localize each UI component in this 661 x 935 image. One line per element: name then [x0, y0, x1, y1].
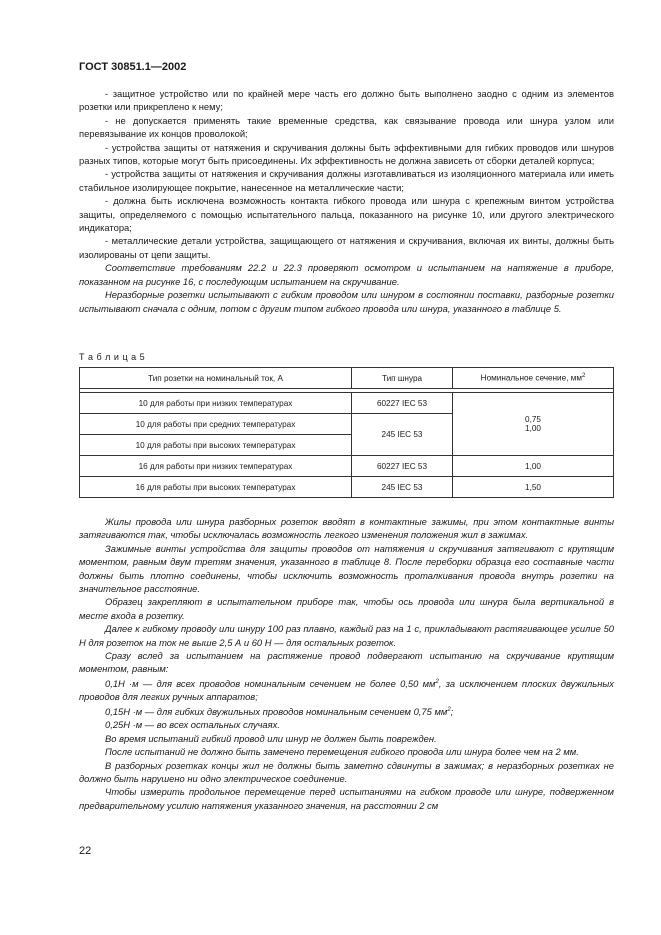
cell-section-value: 1,00 — [525, 424, 541, 433]
table-header-row — [80, 368, 614, 389]
cell-socket: 10 для работы при низких температурах — [80, 393, 352, 414]
cell-socket: 16 для работы при низких температурах — [80, 456, 352, 477]
torque-text: — для всех проводов номинальным сечением не более 0,50 мм — [138, 678, 436, 689]
cell-section: 1,50 — [453, 477, 614, 498]
cell-socket: 10 для работы при средних температурах — [80, 414, 352, 435]
torque-value: 0,15Н ·м — [105, 705, 143, 717]
header-socket-type: Тип розетки на номинальный ток, А — [80, 368, 352, 389]
torque-item — [79, 718, 614, 731]
header-cord-type: Тип шнура — [352, 368, 453, 389]
torque-tail: ; — [450, 705, 454, 717]
cell-section-value: 0,75 — [525, 415, 541, 424]
paragraph: - устройства защиты от натяжения и скручивания должны изготавливаться из изоляционного материала или иметь стабильное изолирующее покрытие, нанесенное на металлические части; — [79, 168, 614, 193]
torque-text: — во всех остальных случаях. — [142, 719, 280, 731]
torque-tail: , за исключением плоских двужильных проводов для легких ручных аппаратов; — [79, 678, 614, 703]
cell-socket: 16 для работы при высоких температурах — [80, 477, 352, 498]
torque-value: 0,25Н ·м — [105, 719, 143, 731]
paragraph: - защитное устройство или по крайней мере часть его должно быть выполнено заодно с одним из элементов розетки или прикреплено к нему; — [79, 88, 614, 113]
table-row — [80, 456, 614, 477]
table-5 — [79, 367, 614, 498]
paragraph: Сразу вслед за испытанием на растяжение провод подвергают испытанию на скручивание крутящим моментом, равным: — [79, 650, 614, 675]
cell-socket: 10 для работы при высоких температурах — [80, 435, 352, 456]
torque-sup: 2 — [435, 678, 439, 685]
paragraph: В разборных розетках концы жил не должны быть заметно сдвинуты в зажимах; в неразборных розетках не должно быть нарушено ни одно электрическое соединение. — [79, 759, 614, 784]
cell-section: 1,00 — [453, 456, 614, 477]
torque-text: — для гибких двужильных проводов номинальным сечением 0,75 мм — [142, 705, 448, 717]
table-row — [80, 477, 614, 498]
paragraph: - металлические детали устройства, защищающего от натяжения и скручивания, включая их винты, должны быть изолированы от цепи защиты. — [79, 235, 614, 260]
body-text-top — [79, 87, 614, 315]
cell-cord: 245 IEC 53 — [352, 477, 453, 498]
paragraph: - должна быть исключена возможность контакта гибкого провода или шнура с крепежным винтом устройства защиты, определяемого с помощью испытательного пальца, показанного на рисунке 10, или другого электрического индикатора; — [79, 195, 614, 234]
paragraph: Далее к гибкому проводу или шнуру 100 раз плавно, каждый раз на 1 с, прикладывают растягивающее усилие 50 Н для розеток на ток не выше 2,5 А и 60 Н — для остальных розеток. — [79, 623, 614, 648]
table-caption: Т а б л и ц а 5 — [79, 352, 146, 362]
header-cross-section — [453, 368, 614, 389]
torque-item — [79, 676, 614, 704]
cell-cord: 60227 IEC 53 — [352, 456, 453, 477]
torque-item — [79, 704, 614, 719]
cell-cord-merged: 245 IEC 53 — [352, 414, 453, 456]
paragraph: Образец закрепляют в испытательном приборе так, чтобы ось провода или шнура была вертикальной в месте входа в розетку. — [79, 596, 614, 621]
torque-sup: 2 — [447, 706, 451, 713]
standard-header: ГОСТ 30851.1—2002 — [79, 61, 187, 73]
torque-value: 0,1Н ·м — [105, 678, 139, 689]
body-text-bottom — [79, 515, 614, 812]
paragraph: - не допускается применять такие временные средства, как связывание провода или шнура узлом или перевязывание их концов проволокой; — [79, 114, 614, 140]
paragraph: Соответствие требованиям 22.2 и 22.3 проверяют осмотром и испытанием на натяжение в приборе, показанном на рисунке 16, с последующим испытанием на скручивание. — [79, 262, 614, 287]
paragraph: Во время испытаний гибкий провод или шнур не должен быть поврежден. — [105, 732, 437, 744]
cell-cord: 60227 IEC 53 — [352, 393, 453, 414]
cell-section-merged — [453, 393, 614, 456]
header-sup: 2 — [582, 373, 586, 380]
header-cross-section-text: Номинальное сечение, мм — [480, 373, 582, 383]
paragraph: Неразборные розетки испытывают с гибким проводом или шнуром в состоянии поставки, разборные розетки испытывают сначала с одним, потом с другим типом гибкого провода или шнура, указанного в таблице 5. — [79, 289, 614, 314]
paragraph: После испытаний не должно быть замечено перемещения гибкого провода или шнура более чем на 2 мм. — [105, 746, 579, 758]
table-row — [80, 393, 614, 414]
paragraph: Зажимные винты устройства для защиты проводов от натяжения и скручивания затягивают с крутящим моментом, равным двум третям значения, указанного в таблице 8. После переборки образца его составные части должны быть плотно соединены, чтобы исключить возможность проталкивания провода внутрь розетки на значительное расстояние. — [79, 542, 614, 595]
paragraph: Жилы провода или шнура разборных розеток вводят в контактные зажимы, при этом контактные винты затягиваются так, чтобы исключалась возможность легкого изменения положения жил в зажимах. — [79, 516, 614, 541]
paragraph: - устройства защиты от натяжения и скручивания должны быть эффективными для гибких проводов или шнуров разных типов, которые могут быть присоединены. Их эффективность не должна зависеть от сборки деталей корпуса; — [79, 141, 614, 167]
page-number: 22 — [79, 845, 92, 857]
italic-block — [79, 261, 614, 315]
paragraph: Чтобы измерить продольное перемещение перед испытаниями на гибком проводе или шнуре, подверженном предварительному усилию натяжения указанного значения, на расстоянии 2 см — [79, 786, 614, 811]
